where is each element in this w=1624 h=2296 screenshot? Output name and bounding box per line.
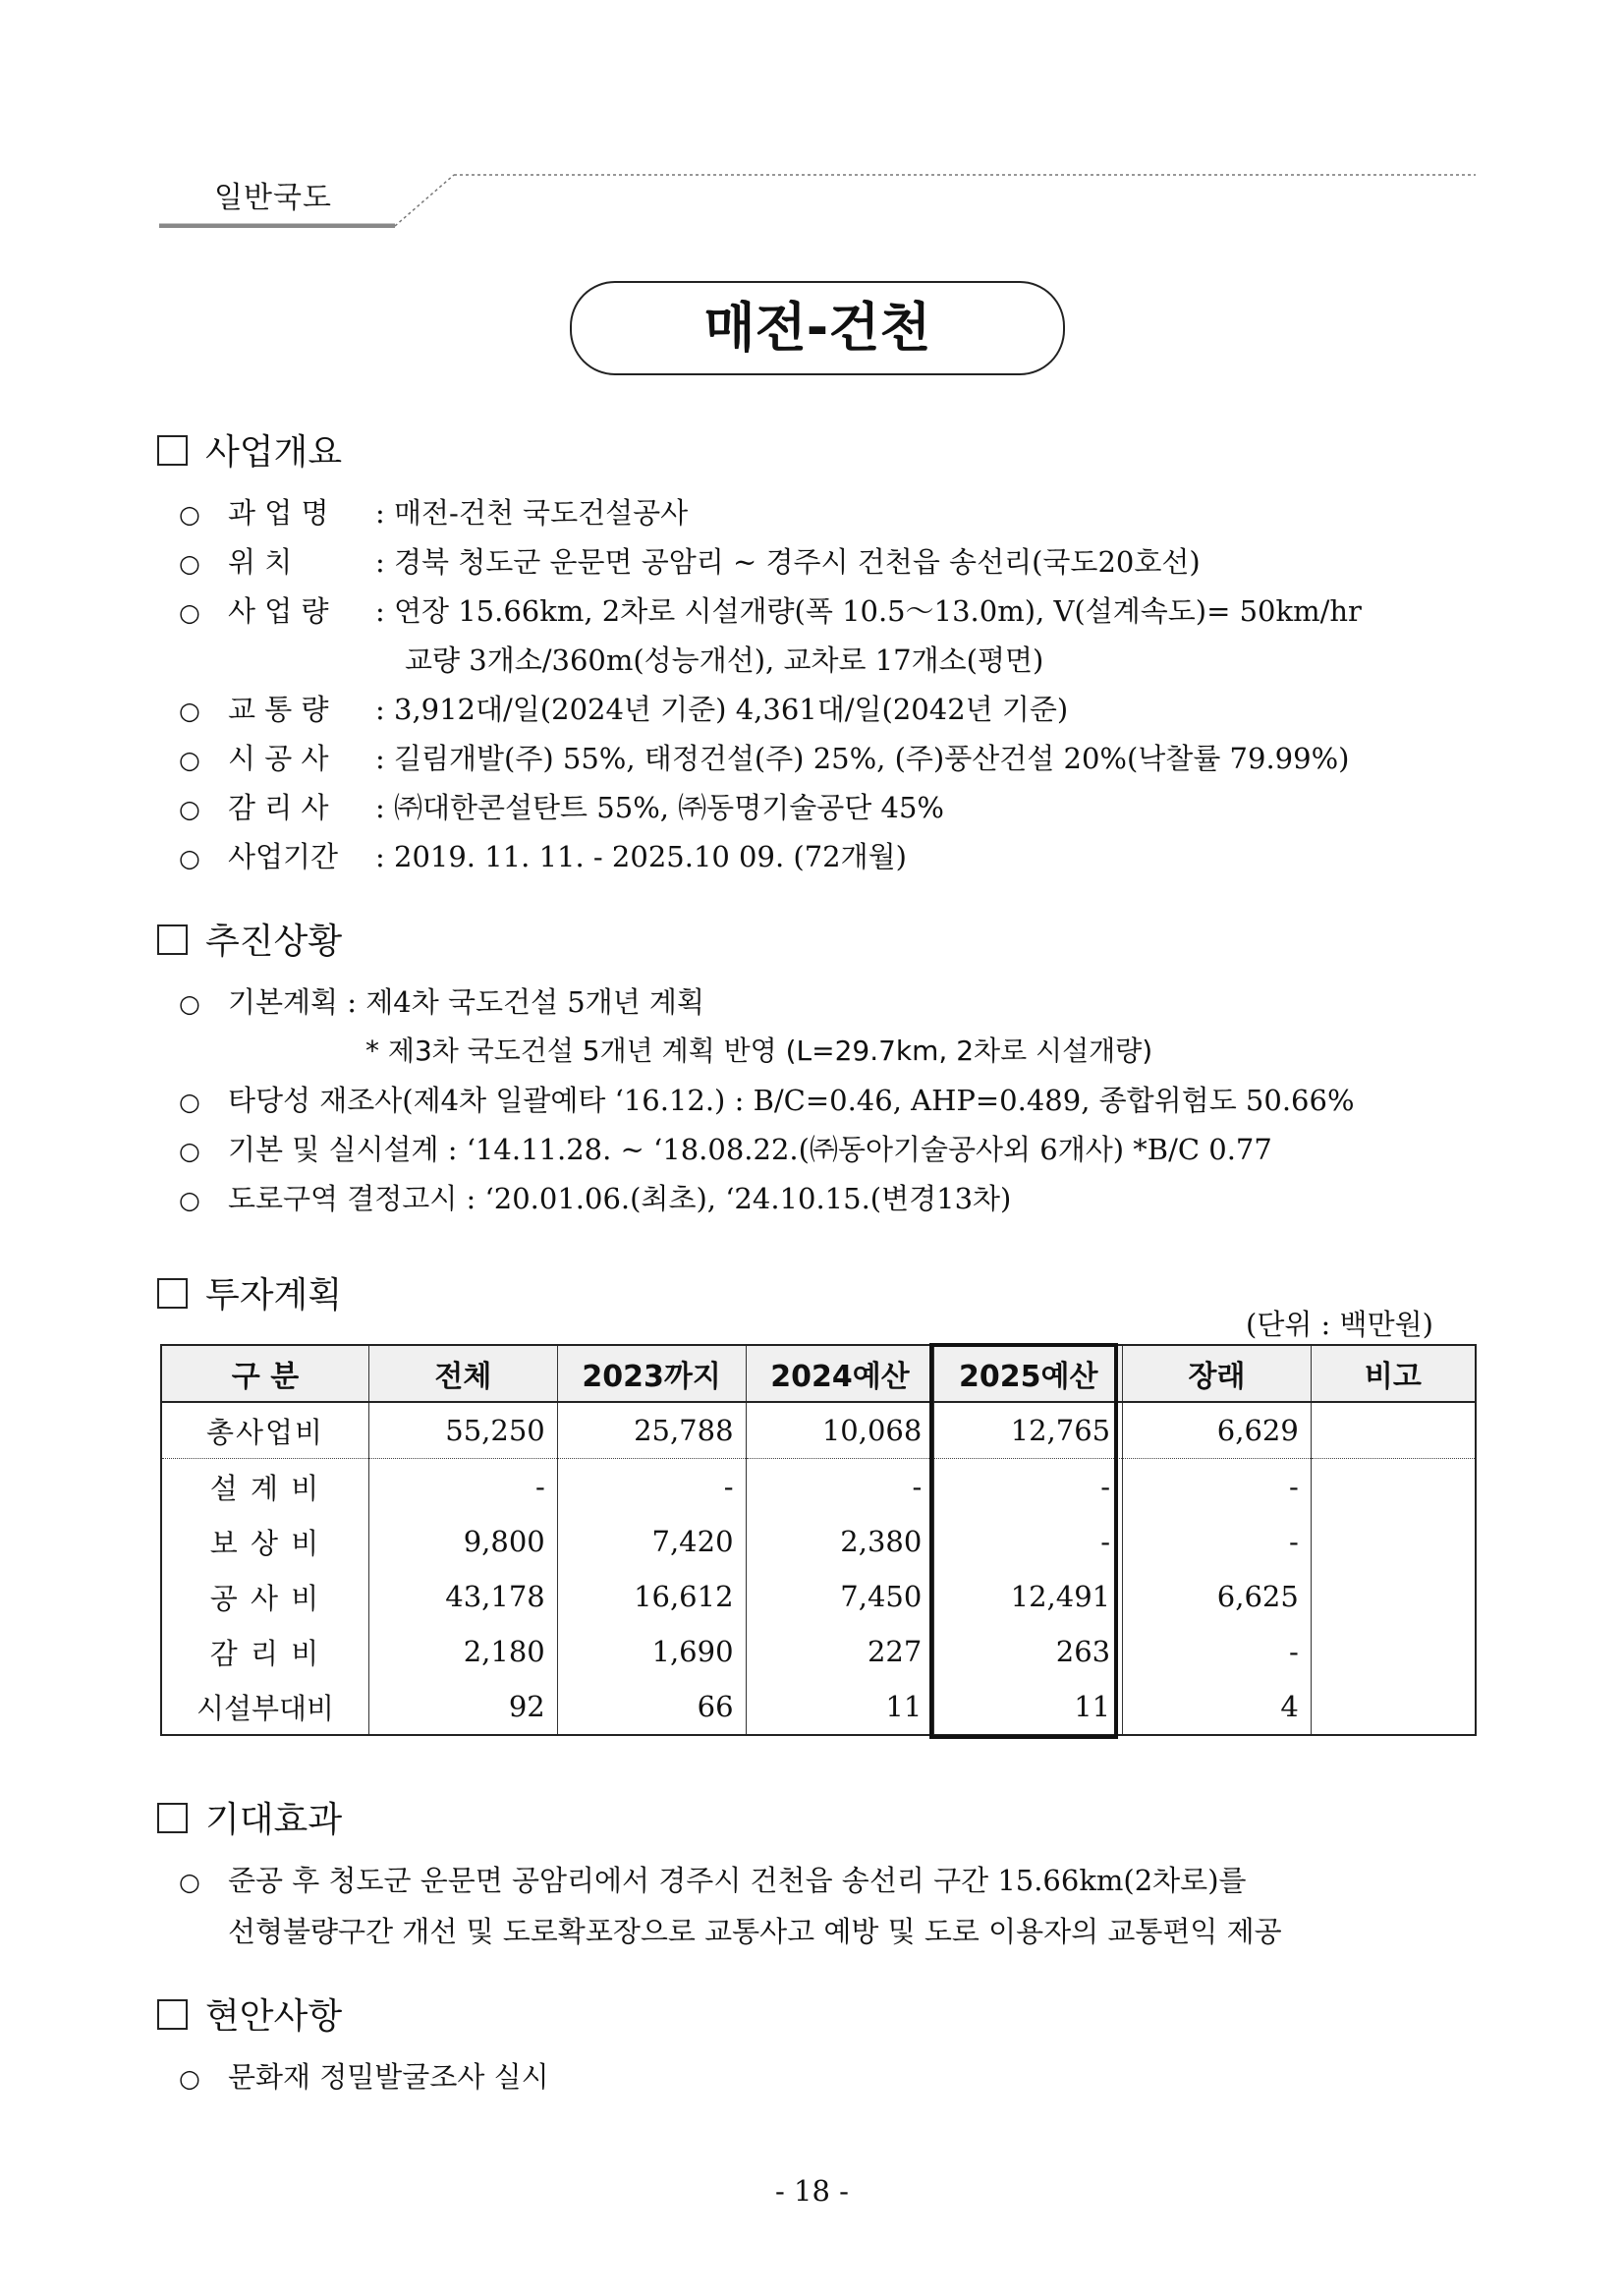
column-header: 2023까지 bbox=[557, 1345, 746, 1402]
investment-table bbox=[160, 1344, 1477, 1736]
column-header: 구 분 bbox=[161, 1345, 368, 1402]
budget-2025-highlight-box bbox=[929, 1343, 1118, 1739]
checkbox-square-icon bbox=[157, 435, 188, 466]
table-cell: 6,625 bbox=[1123, 1569, 1312, 1624]
table-cell: 227 bbox=[746, 1624, 934, 1679]
overview-item: ○ 사업기간 : 2019. 11. 11. - 2025.10 09. (72개월) bbox=[179, 840, 907, 873]
column-header: 2025예산 bbox=[934, 1345, 1123, 1402]
table-cell: 11 bbox=[746, 1679, 934, 1735]
row-label: 시설부대비 bbox=[161, 1679, 368, 1735]
table-cell: 2,380 bbox=[746, 1514, 934, 1569]
effects-item-continuation: 선형불량구간 개선 및 도로확포장으로 교통사고 예방 및 도로 이용자의 교통편익 제공 bbox=[228, 1915, 1282, 1948]
table-cell: 11 bbox=[934, 1679, 1123, 1735]
table-cell: 55,250 bbox=[368, 1402, 557, 1459]
header-tab-line bbox=[159, 165, 1476, 228]
page-number: - 18 - bbox=[775, 2174, 849, 2208]
row-label: 공 사 비 bbox=[161, 1569, 368, 1624]
table-cell: 263 bbox=[934, 1624, 1123, 1679]
table-row bbox=[161, 1569, 1476, 1624]
table-row bbox=[161, 1679, 1476, 1735]
table-cell: - bbox=[1123, 1514, 1312, 1569]
table-cell: 12,765 bbox=[934, 1402, 1123, 1459]
column-header: 비고 bbox=[1311, 1345, 1476, 1402]
overview-item: ○ 위 치 : 경북 청도군 운문면 공암리 ~ 경주시 건천읍 송선리(국도20호선) bbox=[179, 545, 1201, 579]
table-cell: 1,690 bbox=[557, 1624, 746, 1679]
section-progress-heading: 추진상황 bbox=[157, 914, 342, 964]
table-cell: 16,612 bbox=[557, 1569, 746, 1624]
progress-note: * 제3차 국도건설 5개년 계획 반영 (L=29.7km, 2차로 시설개량) bbox=[365, 1035, 1153, 1067]
section-investment-heading: 투자계획 bbox=[157, 1267, 342, 1317]
table-row bbox=[161, 1624, 1476, 1679]
table-row bbox=[161, 1402, 1476, 1459]
table-cell bbox=[1311, 1459, 1476, 1515]
table-cell: 92 bbox=[368, 1679, 557, 1735]
row-label: 설 계 비 bbox=[161, 1459, 368, 1515]
category-header bbox=[159, 165, 1476, 228]
category-label: 일반국도 bbox=[214, 181, 332, 215]
table-cell: - bbox=[1123, 1459, 1312, 1515]
overview-item: ○ 교 통 량 : 3,912대/일(2024년 기준) 4,361대/일(2042년 기준) bbox=[179, 693, 1069, 726]
table-cell: 9,800 bbox=[368, 1514, 557, 1569]
checkbox-square-icon bbox=[157, 1803, 188, 1833]
row-label: 총사업비 bbox=[161, 1402, 368, 1459]
table-cell bbox=[1311, 1624, 1476, 1679]
overview-item: ○ 시 공 사 : 길림개발(주) 55%, 태정건설(주) 25%, (주)풍산건설 20%(낙찰률 79.99%) bbox=[179, 742, 1350, 775]
table-cell: 2,180 bbox=[368, 1624, 557, 1679]
table-cell: 10,068 bbox=[746, 1402, 934, 1459]
progress-item: ○ 타당성 재조사(제4차 일괄예타 ‘16.12.) : B/C=0.46, AHP=0.489, 종합위험도 50.66% bbox=[179, 1084, 1355, 1117]
progress-item: ○ 도로구역 결정고시 : ‘20.01.06.(최초), ‘24.10.15.(변경13차) bbox=[179, 1182, 1012, 1215]
checkbox-square-icon bbox=[157, 1999, 188, 2030]
row-label: 감 리 비 bbox=[161, 1624, 368, 1679]
table-row bbox=[161, 1514, 1476, 1569]
overview-item: ○ 과 업 명 : 매전-건천 국도건설공사 bbox=[179, 496, 689, 530]
progress-item: ○ 기본 및 실시설계 : ‘14.11.28. ~ ‘18.08.22.(㈜동아기술공사외 6개사) *B/C 0.77 bbox=[179, 1133, 1272, 1166]
table-cell: 6,629 bbox=[1123, 1402, 1312, 1459]
progress-item: ○ 기본계획 : 제4차 국도건설 5개년 계획 bbox=[179, 985, 704, 1019]
overview-item: ○ 감 리 사 : ㈜대한콘설탄트 55%, ㈜동명기술공단 45% bbox=[179, 791, 944, 824]
row-label: 보 상 비 bbox=[161, 1514, 368, 1569]
table-cell: 4 bbox=[1123, 1679, 1312, 1735]
table-cell bbox=[1311, 1569, 1476, 1624]
table-cell: 12,491 bbox=[934, 1569, 1123, 1624]
section-effects-heading: 기대효과 bbox=[157, 1792, 342, 1842]
table-cell: - bbox=[934, 1459, 1123, 1515]
table-cell: - bbox=[557, 1459, 746, 1515]
table-cell: 7,450 bbox=[746, 1569, 934, 1624]
column-header: 2024예산 bbox=[746, 1345, 934, 1402]
table-cell: 7,420 bbox=[557, 1514, 746, 1569]
checkbox-square-icon bbox=[157, 924, 188, 955]
table-cell: - bbox=[746, 1459, 934, 1515]
column-header: 전체 bbox=[368, 1345, 557, 1402]
table-header-row bbox=[161, 1345, 1476, 1402]
column-header: 장래 bbox=[1123, 1345, 1312, 1402]
effects-item: ○ 준공 후 청도군 운문면 공암리에서 경주시 건천읍 송선리 구간 15.66km(2차로)를 bbox=[179, 1864, 1247, 1897]
table-cell: - bbox=[934, 1514, 1123, 1569]
table-cell: - bbox=[368, 1459, 557, 1515]
issues-item: ○ 문화재 정밀발굴조사 실시 bbox=[179, 2060, 549, 2094]
section-issues-heading: 현안사항 bbox=[157, 1988, 342, 2039]
table-cell bbox=[1311, 1679, 1476, 1735]
table-cell bbox=[1311, 1514, 1476, 1569]
table-cell: 43,178 bbox=[368, 1569, 557, 1624]
section-overview-heading: 사업개요 bbox=[157, 424, 342, 475]
table-cell: - bbox=[1123, 1624, 1312, 1679]
overview-item-continuation: 교량 3개소/360m(성능개선), 교차로 17개소(평면) bbox=[405, 644, 1044, 677]
unit-label: (단위 : 백만원) bbox=[1246, 1308, 1433, 1341]
page-title: 매전-건천 bbox=[570, 281, 1065, 375]
checkbox-square-icon bbox=[157, 1278, 188, 1309]
table-cell: 66 bbox=[557, 1679, 746, 1735]
table-row bbox=[161, 1459, 1476, 1515]
overview-item: ○ 사 업 량 : 연장 15.66km, 2차로 시설개량(폭 10.5～13.0m), V(설계속도)= 50km/hr bbox=[179, 594, 1362, 628]
table-cell bbox=[1311, 1402, 1476, 1459]
table-cell: 25,788 bbox=[557, 1402, 746, 1459]
